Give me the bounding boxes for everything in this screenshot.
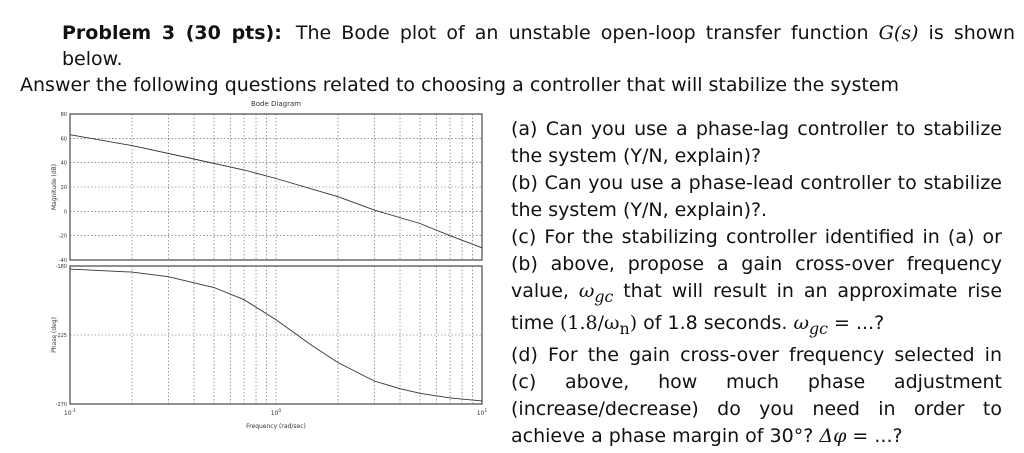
question-list — [511, 116, 1002, 450]
x-tick-label: $10^{-1}$ — [63, 409, 77, 417]
wgc-symbol: $\omega_{gc}$ — [578, 280, 614, 306]
question-c-equals: = ...? — [828, 311, 885, 334]
magnitude-y-tick-label: 80 — [60, 112, 67, 118]
chart-title: Bode Diagram — [250, 100, 302, 108]
bode-plot-figure — [50, 96, 500, 448]
question-d — [511, 342, 1002, 450]
question-c-text-2: that will result in an approximate rise time — [511, 280, 1003, 334]
x-tick-label: $10^0$ — [270, 409, 282, 417]
question-d-equals: = ...? — [846, 424, 903, 447]
question-a: (a) Can you use a phase-lag controller to stabilize the system (Y/N, explain)? — [511, 118, 1002, 167]
delta-phi-symbol: Δφ — [819, 424, 847, 447]
question-d-text: (d) For the gain cross-over frequency selected in (c) above, how much phase adjustment (increase/decrease) do you need in order to achieve a phase margin of 30°? — [511, 343, 1002, 447]
magnitude-y-axis-label: Magnitude (dB) — [51, 163, 58, 211]
wgc-symbol-2: $\omega_{gc}$ — [793, 311, 829, 338]
phase-y-tick-label: -225 — [55, 333, 67, 339]
x-axis-label: Frequency (rad/sec) — [246, 423, 306, 430]
question-c-text-1: (c) For the stabilizing controller identified in (a) or (b) above, propose a gain cross-over frequency value, — [511, 226, 1002, 302]
question-b: (b) Can you use a phase-lead controller to stabilize the system (Y/N, explain)?. — [511, 172, 1002, 221]
question-c — [511, 224, 1002, 342]
phase-y-axis-label: Phase (deg) — [51, 317, 58, 353]
phase-y-tick-label: -270 — [55, 402, 67, 408]
problem-line-1 — [20, 20, 1015, 72]
magnitude-y-tick-label: -40 — [58, 258, 67, 264]
magnitude-y-tick-label: 40 — [60, 160, 67, 167]
problem-label: Problem 3 (30 pts): — [62, 22, 282, 44]
problem-intro-text-end: is shown below. — [62, 22, 1015, 70]
transfer-function-symbol: G(s) — [878, 22, 919, 44]
problem-line-2: Answer the following questions related to choosing a controller that will stabilize the system — [20, 74, 900, 96]
rise-time-expression: $(1.8/\omega_n)$ — [559, 311, 638, 338]
magnitude-y-tick-label: 0 — [63, 209, 67, 216]
x-tick-label: $10^1$ — [476, 409, 488, 417]
question-c-text-3: of 1.8 seconds. — [637, 311, 794, 334]
problem-intro-text: The Bode plot of an unstable open-loop transfer function — [295, 22, 879, 44]
magnitude-y-tick-label: 20 — [60, 185, 67, 191]
magnitude-y-tick-label: 60 — [60, 136, 67, 143]
phase-y-tick-label: -180 — [55, 264, 67, 270]
magnitude-y-tick-label: -20 — [58, 233, 67, 240]
bode-plot — [50, 96, 500, 448]
problem-statement — [20, 20, 1015, 98]
